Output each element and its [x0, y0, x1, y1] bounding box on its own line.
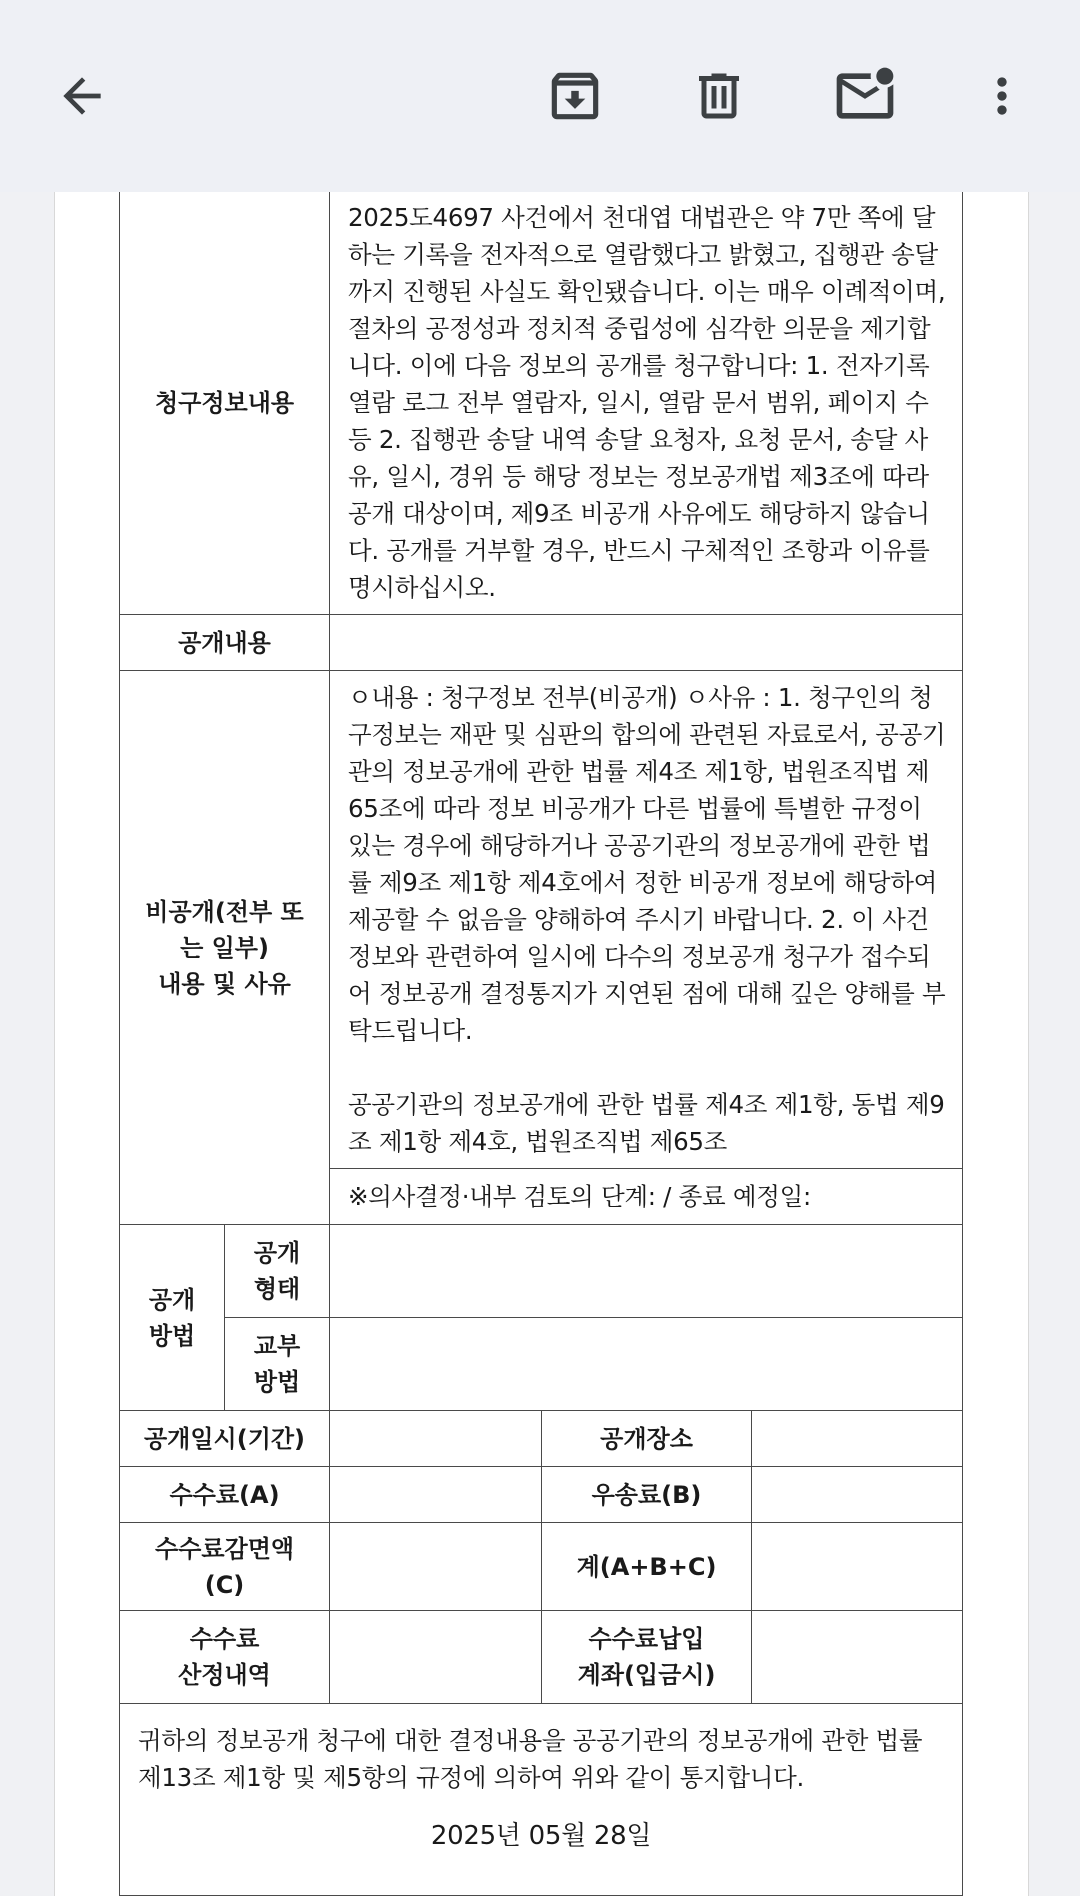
- shipping-b-label: 우송료(B): [542, 1467, 752, 1523]
- arrow-back-icon: [54, 68, 110, 124]
- nondisclosure-label-line2: 내용 및 사유: [158, 969, 291, 998]
- trash-icon: [689, 66, 749, 126]
- shipping-b-value: [752, 1467, 963, 1523]
- disclosure-value: [330, 615, 963, 671]
- delete-button[interactable]: [679, 56, 759, 136]
- nondisclosure-basis: 공공기관의 정보공개에 관한 법률 제4조 제1항, 동법 제9조 제1항 제4호, 법원조직법 제65조: [348, 1090, 945, 1156]
- disclosure-label: 공개내용: [120, 615, 330, 671]
- delivery-label: [225, 1318, 330, 1411]
- method-label-line2: 방법: [148, 1321, 196, 1350]
- fee-a-value: [330, 1467, 542, 1523]
- nondisclosure-row: [120, 671, 963, 1169]
- mark-unread-button[interactable]: [825, 56, 905, 136]
- form-type-label-line1: 공개: [253, 1239, 301, 1267]
- nondisclosure-label: [120, 671, 330, 1225]
- request-row: [120, 192, 963, 615]
- mark-unread-icon: [831, 62, 899, 130]
- request-text: 2025도4697 사건에서 천대엽 대법관은 약 7만 쪽에 달하는 기록을 전자적으로 열람했다고 밝혔고, 집행관 송달까지 진행된 사실도 확인됐습니다. 이는 매우 이례적이며, 절차의 공정성과 정치적 중립성에 심각한 의문을 제기합니다. 이에 다음 정보의 공개를 청구합니다: 1. 전자기록 열람 로그 전부 열람자, 일시, 열람 문서 범위, 페이지 수 등 2. 집행관 송달 내역 송달 요청자, 요청 문서, 송달 사유, 일시, 경위 등 해당 정보는 정보공개법 제3조에 따라 공개 대상이며, 제9조 비공개 사유에도 해당하지 않습니다. 공개를 거부할 경우, 반드시 구체적인 조항과 이유를 명시하십시오.: [330, 192, 963, 615]
- review-stage-text: ※의사결정·내부 검토의 단계: / 종료 예정일:: [330, 1169, 963, 1225]
- archive-icon: [544, 65, 606, 127]
- fee-reduction-label-line2: (C): [204, 1570, 245, 1599]
- nondisclosure-content: [330, 671, 963, 1169]
- form-type-value: [330, 1225, 963, 1318]
- disclosure-decision-form: [119, 192, 963, 1896]
- more-vert-icon: [974, 68, 1030, 124]
- back-button[interactable]: [42, 56, 122, 136]
- date-label: 공개일시(기간): [120, 1411, 330, 1467]
- nondisclosure-text: ㅇ내용 : 청구정보 전부(비공개) ㅇ사유 : 1. 청구인의 청구정보는 재판 및 심판의 합의에 관련된 자료로서, 공공기관의 정보공개에 관한 법률 제4조 제1항, 법원조직법 제65조에 따라 정보 비공개가 다른 법률에 특별한 규정이 있는 경우에 해당하거나 공공기관의 정보공개에 관한 법률 제9조 제1항 제4호에서 정한 비공개 정보에 해당하여 제공할 수 없음을 양해하여 주시기 바랍니다. 2. 이 사건 정보와 관련하여 일시에 다수의 정보공개 청구가 접수되어 정보공개 결정통지가 지연된 점에 대해 깊은 양해를 부탁드립니다.: [348, 683, 946, 1045]
- fee-calc-value: [330, 1611, 542, 1704]
- method-form-row: [120, 1225, 963, 1318]
- delivery-label-line1: 교부: [253, 1332, 301, 1360]
- total-value: [752, 1523, 963, 1611]
- fee-calc-row: [120, 1611, 963, 1704]
- total-label: 계(A+B+C): [542, 1523, 752, 1611]
- method-label: [120, 1225, 225, 1411]
- delivery-value: [330, 1318, 963, 1411]
- fee-calc-label-line1: 수수료: [189, 1625, 260, 1653]
- fee-reduction-value: [330, 1523, 542, 1611]
- email-body: [54, 192, 1029, 1896]
- delivery-label-line2: 방법: [253, 1368, 301, 1396]
- fee-reduction-label: [120, 1523, 330, 1611]
- fee-account-value: [752, 1611, 963, 1704]
- notice-text: 귀하의 정보공개 청구에 대한 결정내용을 공공기관의 정보공개에 관한 법률 제13조 제1항 및 제5항의 규정에 의하여 위와 같이 통지합니다.: [138, 1726, 923, 1792]
- archive-button[interactable]: [535, 56, 615, 136]
- fee-account-label-line2: 계좌(입금시): [577, 1661, 716, 1689]
- notice-cell: [120, 1704, 963, 1896]
- fee-a-label: 수수료(A): [120, 1467, 330, 1523]
- fee-reduction-label-line1: 수수료감면액: [154, 1534, 295, 1563]
- reduction-total-row: [120, 1523, 963, 1611]
- form-type-label-line2: 형태: [253, 1275, 301, 1303]
- paragraph-gap: [348, 1049, 946, 1086]
- place-label: 공개장소: [542, 1411, 752, 1467]
- disclosure-row: [120, 615, 963, 671]
- fee-calc-label: [120, 1611, 330, 1704]
- fee-account-label: [542, 1611, 752, 1704]
- date-value: [330, 1411, 542, 1467]
- nondisclosure-label-line1: 비공개(전부 또는 일부): [145, 897, 304, 962]
- place-value: [752, 1411, 963, 1467]
- fee-row: [120, 1467, 963, 1523]
- top-app-bar: [0, 0, 1080, 192]
- method-delivery-row: [120, 1318, 963, 1411]
- method-label-line1: 공개: [148, 1285, 196, 1314]
- date-place-row: [120, 1411, 963, 1467]
- fee-calc-label-line2: 산정내역: [178, 1661, 271, 1689]
- notice-row: [120, 1704, 963, 1896]
- fee-account-label-line1: 수수료납입: [588, 1625, 705, 1653]
- notice-date: 2025년 05월 28일: [430, 1821, 652, 1851]
- form-type-label: [225, 1225, 330, 1318]
- request-label: 청구정보내용: [120, 192, 330, 615]
- more-options-button[interactable]: [962, 56, 1042, 136]
